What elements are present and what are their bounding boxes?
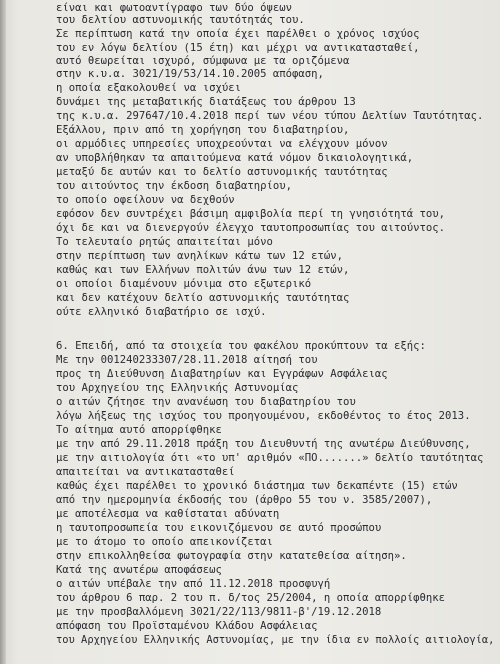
text-line: ούτε ελληνικό διαβατήριο σε ισχύ. [56,306,267,318]
text-line: ο αιτών ζήτησε την ανανέωση του διαβατηρίου του [56,396,356,408]
text-line: το οποίο οφείλουν να δεχθούν [56,194,235,206]
text-line: ο αιτών υπέβαλε την από 11.12.2018 προσφυγή [56,578,331,590]
text-line: στην επικολληθείσα φωτογραφία στην κατατεθείσα αίτηση». [56,550,407,562]
text-line: προς τη Διεύθυνση Διαβατηρίων και Εγγράφων Ασφάλειας [56,368,388,380]
text-line: με αποτέλεσμα να καθίσταται αδύνατη [56,508,280,520]
text-line: καθώς έχει παρέλθει το χρονικό διάστημα των δεκαπέντε (15) ετών [56,480,458,492]
text-line: η οποία εξακολουθεί να ισχύει [56,82,241,94]
text-line: η ταυτοπροσωπεία του εικονιζόμενου σε αυτό προσώπου [56,522,382,534]
text-line: του άρθρου 6 παρ. 2 του π. δ/τος 25/2004, η οποία απορρίφθηκε [56,592,446,604]
text-line: από την ημερομηνία έκδοσής του (άρθρο 55 του ν. 3585/2007), [56,494,433,506]
text-line: μεταξύ δε αυτών και το δελτίο αστυνομικής ταυτότητας [56,166,388,178]
text-line: του δελτίου αστυνομικής ταυτότητάς του. [56,14,305,26]
text-line: εφόσον δεν συντρέχει βάσιμη αμφιβολία περί τη γνησιότητά του, [56,208,446,220]
text-line: δυνάμει της μεταβατικής διατάξεως του άρθρου 13 [56,96,356,108]
text-line: Το αίτημα αυτό απορρίφθηκε [56,424,222,436]
text-line: λόγω λήξεως της ισχύος του προηγουμένου, εκδοθέντος το έτος 2013. [56,410,471,422]
text-line: της κ.υ.α. 297647/10.4.2018 περί των νέου τύπου Δελτίων Ταυτότητας. [56,110,484,122]
text-line: του εν λόγω δελτίου (15 έτη) και μέχρι να αντικατασταθεί, [56,42,420,54]
text-line: Εξάλλου, πριν από τη χορήγηση του διαβατηρίου, [56,124,350,136]
text-line: του αιτούντος την έκδοση διαβατηρίου, [56,180,292,192]
text-line: οι αρμόδιες υπηρεσίες υποχρεούνται να ελέγχουν μόνον [56,138,388,150]
text-line: του Αρχηγείου της Ελληνικής Αστυνομίας [56,382,299,394]
paragraph-6-heading: 6. Επειδή, από τα στοιχεία του φακέλου προκύπτουν τα εξής: [56,340,426,352]
text-line: και δεν κατέχουν δελτίο αστυνομικής ταυτότητας [56,292,350,304]
text-line: Το τελευταίο ρητώς απαιτείται μόνο [56,236,273,248]
text-line: Κατά της ανωτέρω αποφάσεως [56,564,222,576]
text-line: με την αιτιολογία ότι «το υπ' αριθμόν «ΠΟ.......» δελτίο ταυτότητας [56,452,484,464]
text-line: με το άτομο το οποίο απεικονίζεται [56,536,273,548]
text-line: αν υποβλήθηκαν τα απαιτούμενα κατά νόμον δικαιολογητικά, [56,152,414,164]
text-line: απόφαση του Προϊσταμένου Κλάδου Ασφάλειας [56,620,318,632]
text-line: όχι δε και να διενεργούν έλεγχο ταυτοπροσωπίας του αιτούντος. [56,222,446,234]
text-line: με την προσβαλλόμενη 3021/22/113/9811-β'/19.12.2018 [56,606,382,618]
text-line: απαιτείται να αντικατασταθεί [56,466,235,478]
text-line: Με την 001240233307/28.11.2018 αίτησή του [56,354,318,366]
text-line: είναι και φωτοαντίγραφο των δύο όψεων [56,2,292,14]
text-line: αυτό θεωρείται ισχυρό, σύμφωνα με τα οριζόμενα [56,55,350,67]
text-line: με την από 29.11.2018 πράξη του Διευθυντή της ανωτέρω Διεύθυνσης, [56,438,471,450]
text-line: του Αρχηγείου Ελληνικής Αστυνομίας, με την ίδια εν πολλοίς αιτιολογία, [56,634,495,646]
text-line: στην περίπτωση των ανηλίκων κάτω των 12 ετών, [56,250,344,262]
text-line: στην κ.υ.α. 3021/19/53/14.10.2005 απόφαση, [56,68,324,80]
text-line: Σε περίπτωση κατά την οποία έχει παρέλθει ο χρόνος ισχύος [56,28,420,40]
page-binding-edge [0,0,6,664]
text-line: καθώς και των Ελλήνων πολιτών άνω των 12 ετών, [56,264,350,276]
text-line: οι οποίοι διαμένουν μόνιμα στο εξωτερικό [56,278,312,290]
